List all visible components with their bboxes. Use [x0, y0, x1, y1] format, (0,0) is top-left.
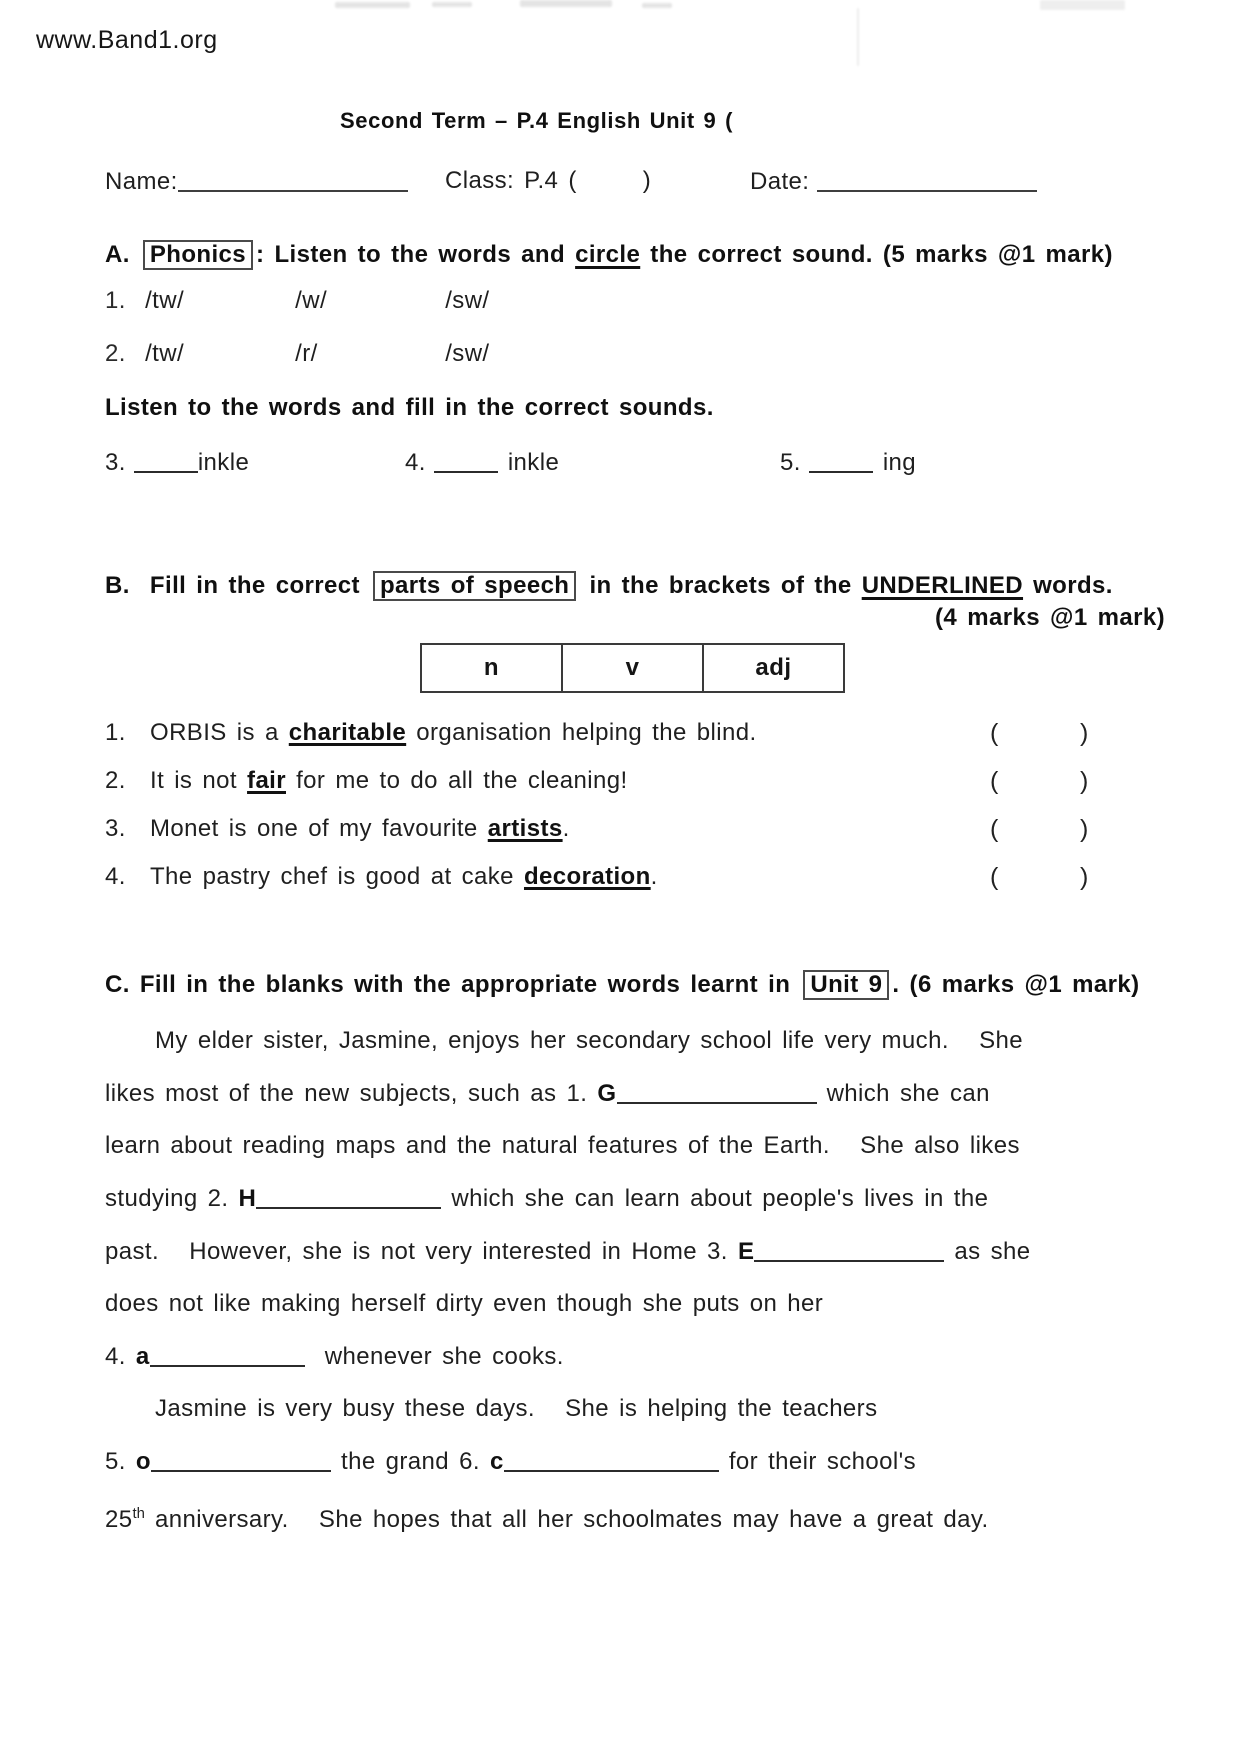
- worksheet-title: Second Term – P.4 English Unit 9 (: [340, 108, 734, 133]
- passage-line: [105, 1289, 1165, 1319]
- fill-blank: [434, 447, 498, 473]
- answer-bracket-close: ): [1080, 719, 1089, 747]
- text-segment: whenever she cooks.: [304, 1343, 564, 1370]
- item-number: 3.: [105, 449, 126, 476]
- text-segment: artists: [487, 815, 563, 842]
- fill-item-3: [105, 447, 249, 478]
- item-number: 2.: [105, 340, 126, 367]
- phonics-option: /w/: [295, 287, 328, 314]
- item-number: 5.: [780, 449, 801, 476]
- pos-item-2: [105, 766, 1165, 796]
- fill-item-4: [405, 447, 559, 478]
- fill-sounds-row: [105, 447, 1165, 477]
- text-segment: Monet is one of my favourite: [150, 815, 488, 842]
- answer-bracket-open: (: [990, 815, 999, 843]
- text-segment: words.: [1023, 572, 1113, 599]
- class-close-paren: ): [642, 167, 652, 194]
- class-field: [445, 166, 651, 196]
- passage-line: [105, 1499, 1165, 1535]
- phonics-option: /r/: [295, 340, 318, 367]
- date-blank-line: [817, 166, 1037, 192]
- text-segment: 5.: [105, 1448, 136, 1475]
- text-segment: the correct sound. (5 marks @1 mark): [640, 241, 1113, 268]
- text-segment: It is not: [150, 767, 248, 794]
- section-a-heading: [105, 240, 1165, 270]
- text-segment: My elder sister, Jasmine, enjoys her secondary school life very much. She: [155, 1027, 1024, 1054]
- site-watermark: www.Band1.org: [36, 26, 218, 54]
- sentence: [150, 767, 628, 794]
- answer-bracket-open: (: [990, 719, 999, 747]
- phonics-option: /sw/: [445, 287, 490, 314]
- item-number: 4.: [405, 449, 426, 476]
- passage-line: [105, 1236, 1165, 1267]
- answer-bracket-close: ): [1080, 767, 1089, 795]
- boxed-term: parts of speech: [373, 571, 576, 601]
- fill-blank: [151, 1446, 331, 1472]
- text-segment: c: [490, 1448, 504, 1475]
- answer-bracket-open: (: [990, 863, 999, 891]
- name-field: [105, 166, 408, 197]
- class-label: Class: P.4 (: [445, 167, 577, 194]
- passage-line: [105, 1078, 1165, 1109]
- cloze-passage: [105, 1026, 1165, 1535]
- text-segment: learn about reading maps and the natural features of the Earth. She also likes: [105, 1132, 1020, 1159]
- text-segment: in the brackets of the: [579, 572, 862, 599]
- answer-bracket-open: (: [990, 767, 999, 795]
- item-number: 2.: [105, 767, 126, 794]
- word-ending: ing: [882, 449, 917, 476]
- passage-line: [105, 1131, 1165, 1161]
- text-segment: C. Fill in the blanks with the appropriate words learnt in: [105, 971, 801, 998]
- boxed-term: Unit 9: [803, 970, 889, 1000]
- section-c-heading: [105, 970, 1165, 1000]
- pos-item-1: [105, 718, 1165, 748]
- answer-bracket-close: ): [1080, 863, 1089, 891]
- pos-cell-noun: n: [421, 644, 562, 692]
- phonics-item-1: [105, 286, 1165, 316]
- sentence: [150, 863, 658, 890]
- passage-line: [105, 1394, 1165, 1424]
- phonics-option: /sw/: [445, 340, 490, 367]
- phonics-option: /tw/: [145, 340, 185, 367]
- pos-cell-verb: v: [562, 644, 703, 692]
- text-segment: G: [597, 1080, 617, 1107]
- student-info-row: [105, 166, 1165, 196]
- text-segment: .: [562, 815, 570, 842]
- text-segment: Jasmine is very busy these days. She is helping the teachers: [155, 1395, 878, 1422]
- answer-bracket-close: ): [1080, 815, 1089, 843]
- passage-line: [105, 1341, 1165, 1372]
- text-segment: : Listen to the words and: [256, 241, 576, 268]
- phonics-option: /tw/: [145, 287, 185, 314]
- boxed-term: Phonics: [143, 240, 253, 270]
- date-field: [750, 166, 1037, 197]
- sentence: [150, 719, 757, 746]
- fill-blank: [754, 1236, 944, 1262]
- text-segment: 4.: [105, 1343, 136, 1370]
- passage-line: [105, 1446, 1165, 1477]
- name-blank-line: [178, 166, 408, 192]
- fill-blank: [256, 1183, 441, 1209]
- phonics-item-2: [105, 339, 1165, 369]
- text-segment: 25: [105, 1506, 133, 1533]
- text-segment: organisation helping the blind.: [406, 719, 757, 746]
- fill-item-5: [780, 447, 916, 478]
- fill-blank: [134, 447, 198, 473]
- text-segment: as she: [944, 1238, 1031, 1265]
- text-segment: decoration: [523, 863, 651, 890]
- text-segment: o: [135, 1448, 151, 1475]
- item-number: 4.: [105, 863, 126, 890]
- word-ending: inkle: [507, 449, 560, 476]
- text-segment: charitable: [288, 719, 407, 746]
- pos-item-3: [105, 814, 1165, 844]
- item-number: 3.: [105, 815, 126, 842]
- text-segment: for me to do all the cleaning!: [286, 767, 628, 794]
- text-segment: a: [135, 1343, 150, 1370]
- passage-line: [105, 1026, 1165, 1056]
- fill-blank: [150, 1341, 305, 1367]
- text-segment: anniversary. She hopes that all her schoolmates may have a great day.: [144, 1506, 989, 1533]
- item-number: 1.: [105, 287, 126, 314]
- text-segment: likes most of the new subjects, such as 1.: [105, 1080, 598, 1107]
- section-b-marks-note: (4 marks @1 mark): [935, 604, 1165, 631]
- fill-sounds-instruction: Listen to the words and fill in the correct sounds.: [105, 394, 714, 421]
- passage-line: [105, 1183, 1165, 1214]
- sentence: [150, 815, 570, 842]
- text-segment: does not like making herself dirty even though she puts on her: [105, 1290, 824, 1317]
- text-segment: the grand 6.: [330, 1448, 490, 1475]
- text-segment: The pastry chef is good at cake: [150, 863, 524, 890]
- text-segment: B. Fill in the correct: [105, 572, 370, 599]
- text-segment: studying 2.: [105, 1185, 239, 1212]
- table-row: [421, 644, 844, 692]
- text-segment: fair: [247, 767, 286, 794]
- text-segment: past. However, she is not very interested in Home 3.: [105, 1238, 738, 1265]
- text-segment: A.: [105, 241, 140, 268]
- text-segment: . (6 marks @1 mark): [892, 971, 1140, 998]
- fill-blank: [809, 447, 873, 473]
- text-segment: for their school's: [718, 1448, 917, 1475]
- text-segment: ORBIS is a: [150, 719, 289, 746]
- text-segment: E: [737, 1238, 755, 1265]
- pos-item-4: [105, 862, 1165, 892]
- date-label: Date:: [750, 168, 810, 195]
- word-ending: inkle: [197, 449, 250, 476]
- text-segment: UNDERLINED: [861, 572, 1024, 599]
- section-b-heading: [105, 571, 1165, 601]
- text-segment: which she can learn about people's lives in the: [441, 1185, 989, 1212]
- text-segment: which she can: [816, 1080, 990, 1107]
- text-segment: H: [238, 1185, 257, 1212]
- text-segment: th: [132, 1506, 145, 1522]
- item-number: 1.: [105, 719, 126, 746]
- fill-blank: [504, 1446, 719, 1472]
- name-label: Name:: [105, 168, 178, 195]
- parts-of-speech-table: [420, 643, 845, 693]
- pos-cell-adjective: adj: [703, 644, 844, 692]
- text-segment: .: [650, 863, 658, 890]
- fill-blank: [617, 1078, 817, 1104]
- text-segment: circle: [575, 241, 641, 268]
